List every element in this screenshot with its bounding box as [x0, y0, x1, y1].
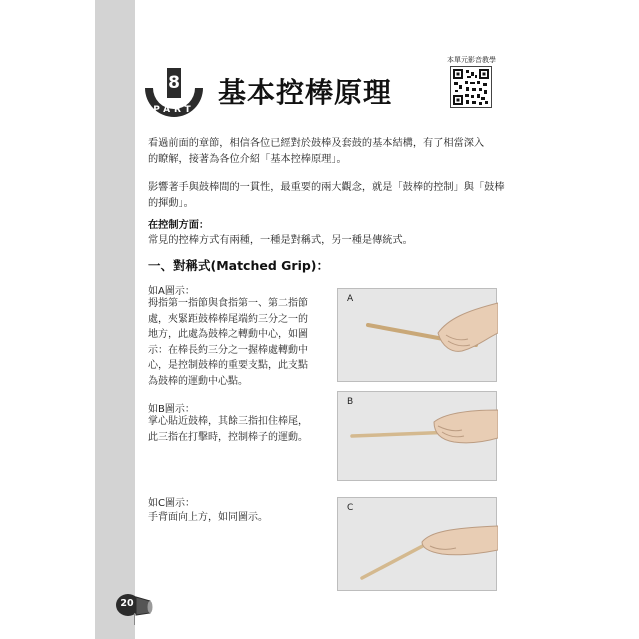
hand: [438, 303, 498, 351]
intro-p1-line-1: 看過前面的章節，相信各位已經對於鼓棒及套鼓的基本結構，有了相當深入: [148, 138, 485, 149]
figure-a-description: [148, 296, 308, 389]
photo-b-palm-grip: [337, 391, 497, 481]
photo-a-illustration: [338, 289, 498, 383]
figure-a-heading: 如A圖示：: [148, 286, 195, 297]
page-number: 20: [120, 598, 134, 609]
figure-a-line: 地方，此處為鼓棒之轉動中心，如圖: [148, 329, 308, 340]
control-heading: 在控制方面：: [148, 220, 210, 231]
control-text: 常見的控棒方式有兩種，一種是對稱式，另一種是傳統式。: [148, 235, 413, 246]
photo-c-back-of-hand-up: [337, 497, 497, 591]
part-word: PART: [153, 105, 195, 115]
intro-paragraph-1: [148, 136, 484, 168]
figure-a-line: 示：在棒長約三分之一握棒處轉動中: [148, 344, 308, 356]
intro-paragraph-2: [148, 180, 505, 212]
intro-p1-line-2: 的瞭解，接著為各位介紹「基本控棒原理」。: [148, 154, 347, 165]
part-badge: [143, 66, 205, 122]
photo-c-label: C: [347, 503, 354, 513]
part-number: 8: [168, 73, 180, 93]
part-badge-graphic: [143, 66, 205, 122]
intro-p2-line-1: 影響著手與鼓棒間的一貫性，最重要的兩大觀念，就是「鼓棒的控制」與「鼓棒: [148, 182, 505, 193]
page-title: 基本控棒原理: [218, 76, 393, 109]
figure-b-line: 掌心貼近鼓棒，其餘三指扣住棒尾，: [148, 416, 308, 427]
qr-code-icon[interactable]: [450, 66, 492, 108]
figure-a-line: 拇指第一指節與食指第一、第二指節: [148, 298, 308, 309]
qr-caption: 本單元影音教學: [447, 56, 496, 64]
figure-a-line: 為鼓棒的運動中心點。: [148, 375, 248, 387]
hand: [422, 526, 498, 555]
figure-c-line: 手背面向上方，如同圖示。: [148, 512, 268, 523]
qr-code-graphic: [453, 69, 489, 105]
intro-p2-line-2: 的揮動」。: [148, 198, 194, 209]
matched-grip-heading: 一、對稱式(Matched Grip)：: [148, 258, 330, 273]
qr-code-block[interactable]: [441, 56, 502, 111]
photo-c-illustration: [338, 498, 498, 592]
figure-c-heading: 如C圖示：: [148, 498, 195, 509]
photo-b-illustration: [338, 392, 498, 482]
figure-a-line: 處，夾緊距鼓棒棒尾端約三分之一的: [148, 313, 308, 325]
photo-b-label: B: [347, 397, 354, 407]
footer-tick: [134, 613, 135, 625]
left-margin-band: [95, 0, 135, 639]
photo-a-matched-grip-side: [337, 288, 497, 382]
figure-b-line: 此三指在打擊時，控制棒子的運動。: [148, 431, 308, 443]
photo-a-label: A: [347, 294, 354, 304]
figure-b-heading: 如B圖示：: [148, 404, 195, 415]
figure-b-description: [148, 414, 308, 445]
hand: [434, 410, 498, 443]
figure-a-line: 心，是控制鼓棒的重要支點，此支點: [148, 360, 308, 371]
figure-c-description: [148, 510, 268, 526]
